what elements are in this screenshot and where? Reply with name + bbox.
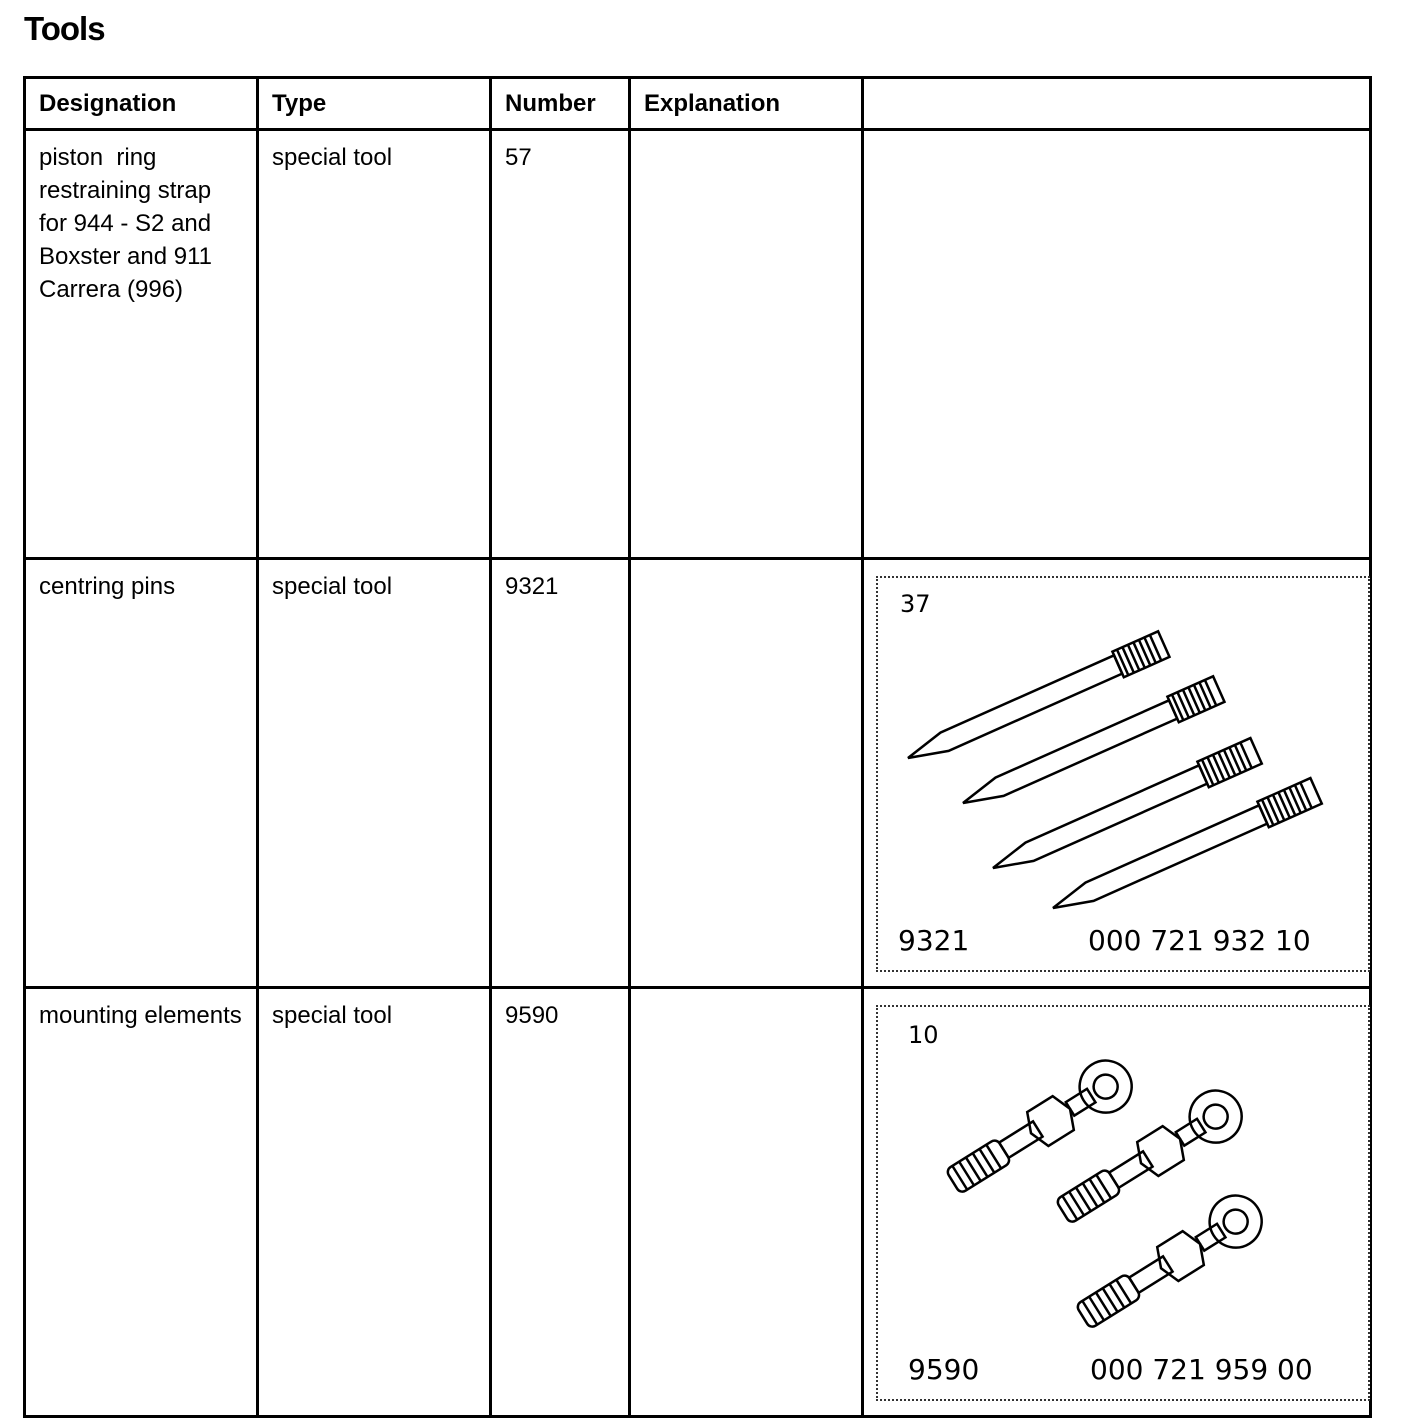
- centring-pins-icon: [878, 578, 1368, 970]
- cell-type: special tool: [258, 988, 491, 1417]
- table-row: [25, 988, 1371, 1417]
- column-header-designation: Designation: [25, 78, 258, 130]
- cell-type: special tool: [258, 559, 491, 988]
- table-row: [25, 559, 1371, 988]
- tools-table: [23, 76, 1372, 1418]
- cell-explanation: [630, 988, 863, 1417]
- figure-part-number: 000 721 959 00: [1090, 1353, 1313, 1386]
- cell-number: 9321: [491, 559, 630, 988]
- mounting-elements-drawing: [876, 1005, 1370, 1401]
- mounting-elements-icon: [878, 1007, 1368, 1399]
- page-title: Tools: [24, 10, 105, 47]
- mounting-element: [1049, 1081, 1251, 1234]
- cell-explanation: [630, 130, 863, 559]
- column-header-explanation: Explanation: [630, 78, 863, 130]
- cell-figure: [863, 988, 1371, 1417]
- pin: [987, 738, 1261, 881]
- figure-tool-number: 9590: [908, 1353, 980, 1386]
- mounting-element: [1069, 1186, 1271, 1339]
- cell-figure: [863, 130, 1371, 559]
- cell-number: 9590: [491, 988, 630, 1417]
- cell-type: special tool: [258, 130, 491, 559]
- column-header-type: Type: [258, 78, 491, 130]
- cell-explanation: [630, 559, 863, 988]
- cell-number: 57: [491, 130, 630, 559]
- table-header-row: [25, 78, 1371, 130]
- cell-figure: [863, 559, 1371, 988]
- figure-id: 10: [908, 1021, 939, 1049]
- centring-pins-drawing: [876, 576, 1370, 972]
- pin: [1047, 778, 1321, 921]
- cell-designation: centring pins: [25, 559, 258, 988]
- pin: [902, 631, 1169, 770]
- figure-tool-number: 9321: [898, 924, 970, 957]
- figure-part-number: 000 721 932 10: [1088, 924, 1311, 957]
- table-row: [25, 130, 1371, 559]
- cell-designation: mounting elements: [25, 988, 258, 1417]
- figure-id: 37: [900, 590, 931, 618]
- column-header-figure: [863, 78, 1371, 130]
- mounting-element: [939, 1051, 1141, 1204]
- cell-designation: piston ring restraining strap for 944 - S2 and Boxster and 911 Carrera (996): [25, 130, 258, 559]
- column-header-number: Number: [491, 78, 630, 130]
